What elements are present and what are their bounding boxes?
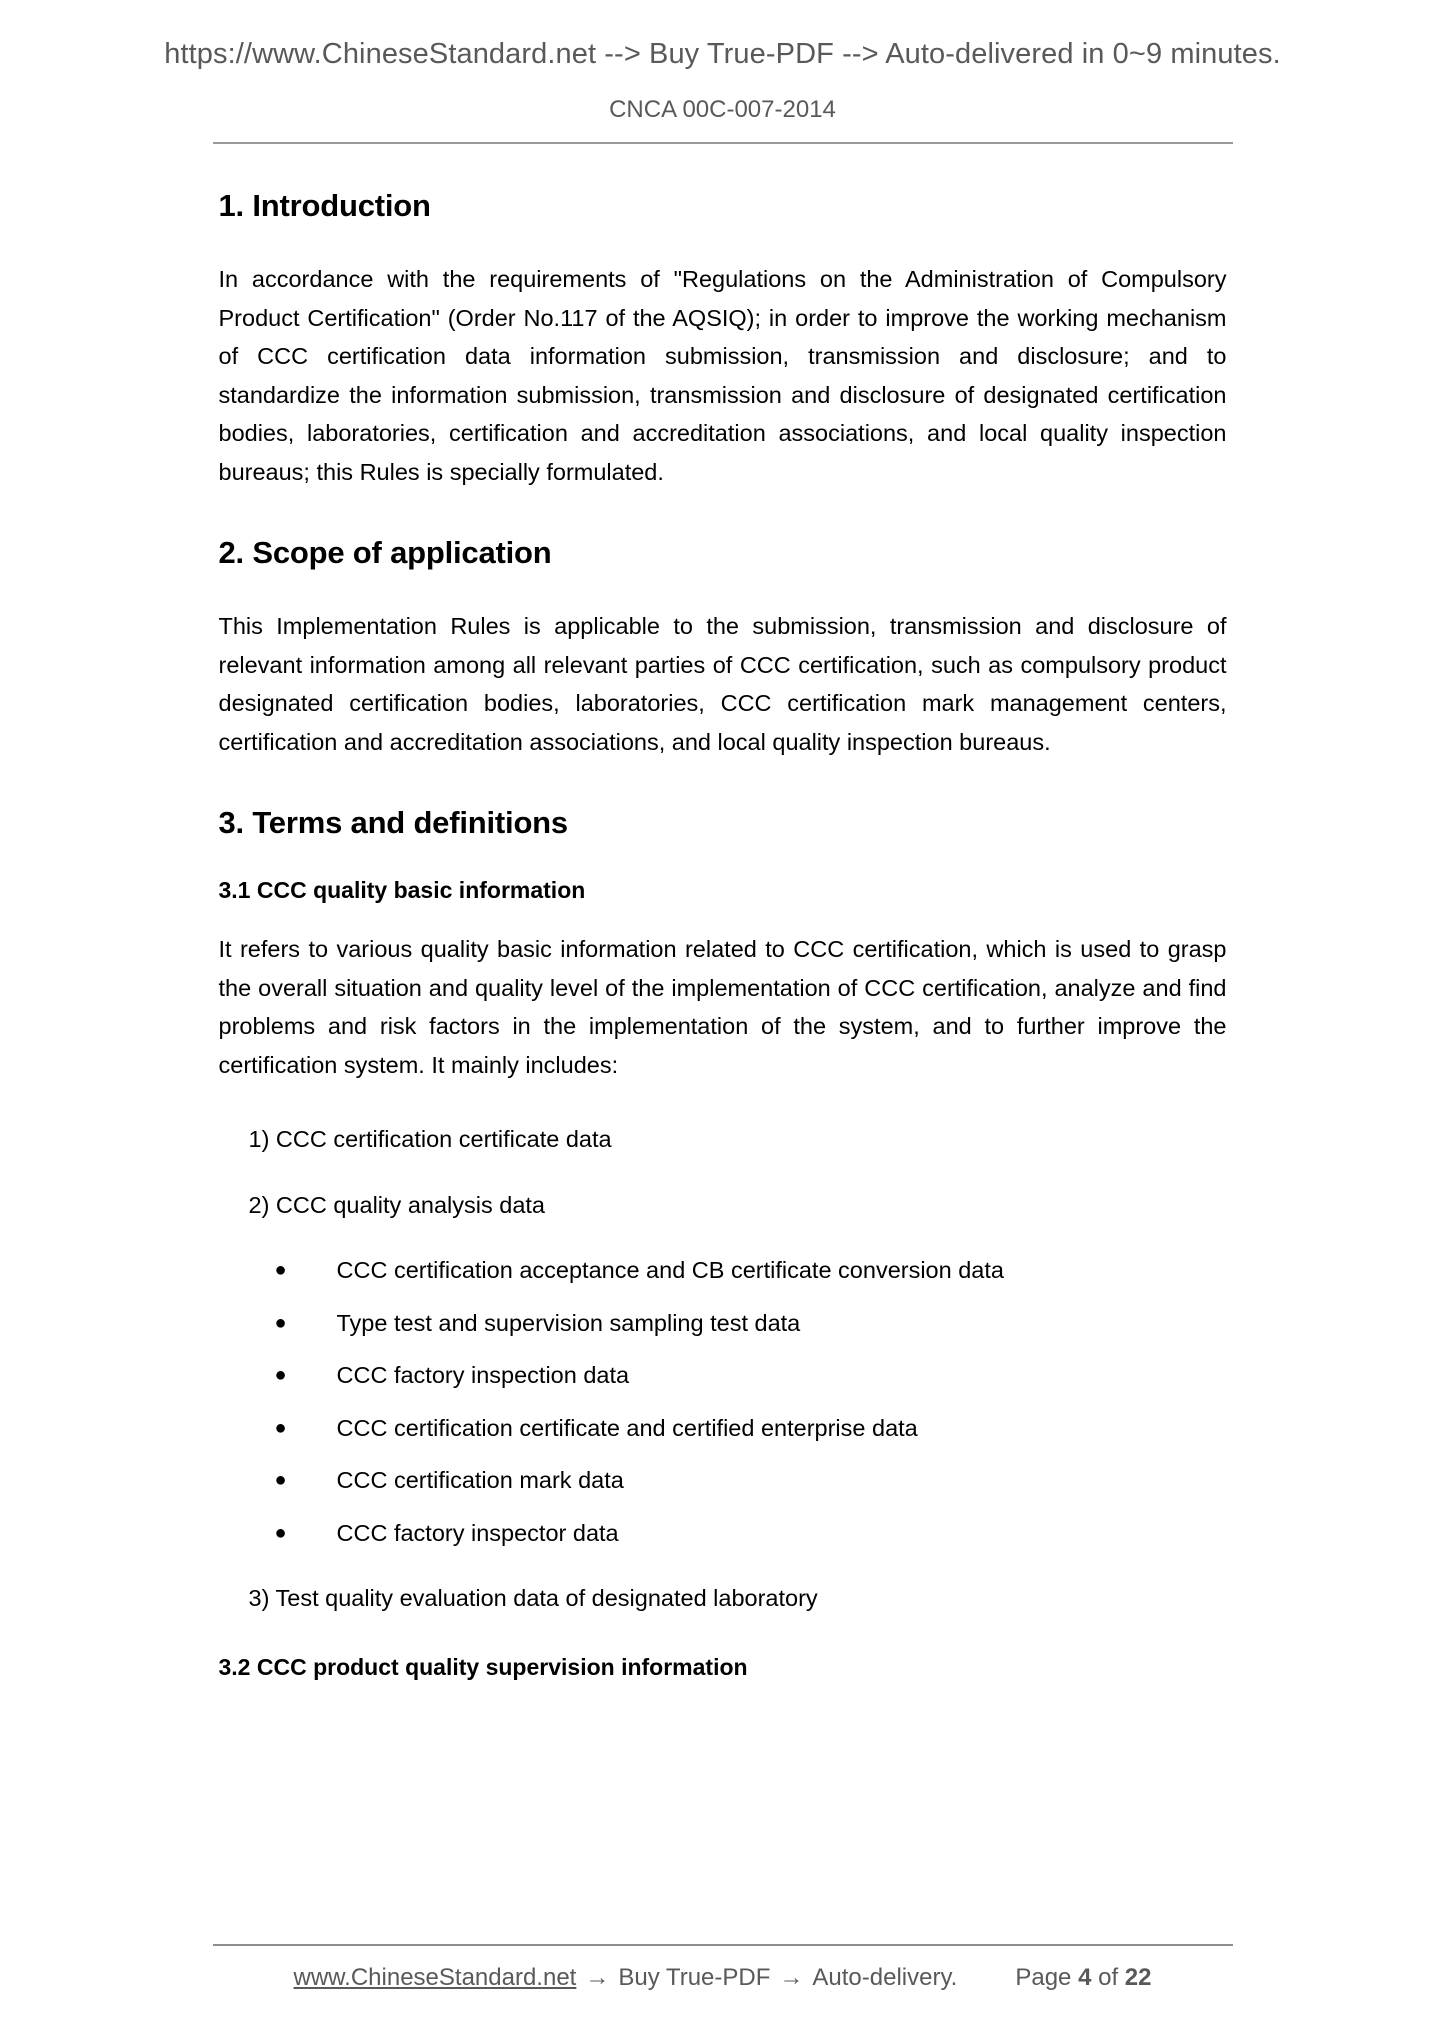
subsection-heading-3-1: 3.1 CCC quality basic information: [218, 877, 586, 903]
bullet-dot-icon: ●: [274, 1416, 287, 1439]
footer-delivery-label: Auto-delivery.: [812, 1964, 958, 1991]
spacer: [219, 1159, 1227, 1186]
bullet-dot-icon: ●: [274, 1259, 287, 1281]
arrow-right-icon: →: [585, 1964, 610, 1991]
spacer: [219, 1500, 1227, 1514]
page-indicator: [1015, 1964, 1151, 1992]
list-item-label: CCC certification certificate and certified enterprise data: [336, 1414, 918, 1441]
standard-code: CNCA 00C-007-2014: [609, 96, 836, 123]
list-item-label: Type test and supervision sampling test data: [336, 1309, 801, 1336]
header-promo-text: https://www.ChineseStandard.net --> Buy True-PDF --> Auto-delivered in 0~9 minutes.: [164, 38, 1281, 70]
bullet-dot-icon: ●: [274, 1469, 287, 1491]
spacer: [219, 1447, 1227, 1461]
page-number: 4: [1078, 1964, 1092, 1991]
numbered-item-2: 2) CCC quality analysis data: [248, 1191, 545, 1218]
list-item: [275, 1514, 1227, 1553]
list-item-label: CCC factory inspection data: [336, 1362, 630, 1388]
section-heading-3-terms: 3. Terms and definitions: [218, 805, 568, 840]
spacer: [219, 224, 1227, 260]
bullet-dot-icon: ●: [274, 1364, 287, 1386]
bullet-dot-icon: ●: [274, 1521, 287, 1544]
list-item-label: CCC factory inspector data: [336, 1519, 619, 1546]
spacer: [219, 1618, 1227, 1654]
list-item: [275, 1461, 1227, 1500]
numbered-item-1: 1) CCC certification certificate data: [248, 1126, 612, 1152]
page-label: Page: [1015, 1964, 1072, 1991]
spacer: [219, 144, 1227, 188]
document-body: [213, 144, 1233, 1681]
spacer: [219, 1395, 1227, 1409]
spacer: [219, 1552, 1227, 1579]
spacer: [219, 491, 1227, 535]
of-label: of: [1098, 1964, 1119, 1991]
spacer: [219, 841, 1227, 877]
spacer: [219, 904, 1227, 930]
bullet-list: [219, 1251, 1227, 1552]
list-item-label: CCC certification mark data: [336, 1467, 624, 1493]
list-item: [275, 1409, 1227, 1448]
list-item-label: CCC certification acceptance and CB certificate conversion data: [336, 1257, 1004, 1283]
list-item: [275, 1356, 1227, 1395]
list-item: [275, 1304, 1227, 1343]
bullet-dot-icon: ●: [274, 1311, 287, 1334]
section-2-paragraph: This Implementation Rules is applicable to the submission, transmission and disclosure of relevant information among all relevant parties of CCC certification, such as compulsory product designated certification bodies, laboratories, CCC certification mark management centers, certification and accreditation associations, and local quality inspection bureaus.: [218, 613, 1227, 755]
list-item: [275, 1251, 1227, 1290]
spacer: [219, 571, 1227, 607]
spacer: [219, 1224, 1227, 1251]
footer-content: [213, 1964, 1233, 1992]
footer-buy-label: Buy True-PDF: [618, 1964, 771, 1991]
spacer: [219, 1342, 1227, 1356]
numbered-item-3: 3) Test quality evaluation data of designated laboratory: [248, 1585, 818, 1611]
footer-site-link[interactable]: www.ChineseStandard.net: [293, 1964, 577, 1991]
page-header: [0, 0, 1445, 144]
section-heading-1-introduction: 1. Introduction: [218, 188, 431, 223]
spacer: [219, 1084, 1227, 1120]
subsection-heading-3-2: 3.2 CCC product quality supervision information: [218, 1653, 748, 1680]
section-1-paragraph: In accordance with the requirements of "Regulations on the Administration of Compulsory Product Certification" (Order No.117 of the AQSIQ); in order to improve the working mechanism of CCC certification data information submission, transmission and disclosure; and to standardize the information submission, transmission and disclosure of designated certification bodies, laboratories, certification and accreditation associations, and local quality inspection bureaus; this Rules is specially formulated.: [218, 266, 1227, 485]
footer-divider: [213, 1944, 1233, 1946]
arrow-right-icon: →: [779, 1964, 804, 1991]
spacer: [219, 1290, 1227, 1304]
page-footer: [0, 1944, 1445, 1992]
subsection-3-1-paragraph: It refers to various quality basic information related to CCC certification, which is used to grasp the overall situation and quality level of the implementation of CCC certification, analyze and find problems and risk factors in the implementation of the system, and to further improve the certification system. It mainly includes:: [218, 936, 1227, 1078]
spacer: [219, 761, 1227, 805]
page-total: 22: [1124, 1964, 1152, 1991]
section-heading-2-scope: 2. Scope of application: [218, 535, 552, 570]
